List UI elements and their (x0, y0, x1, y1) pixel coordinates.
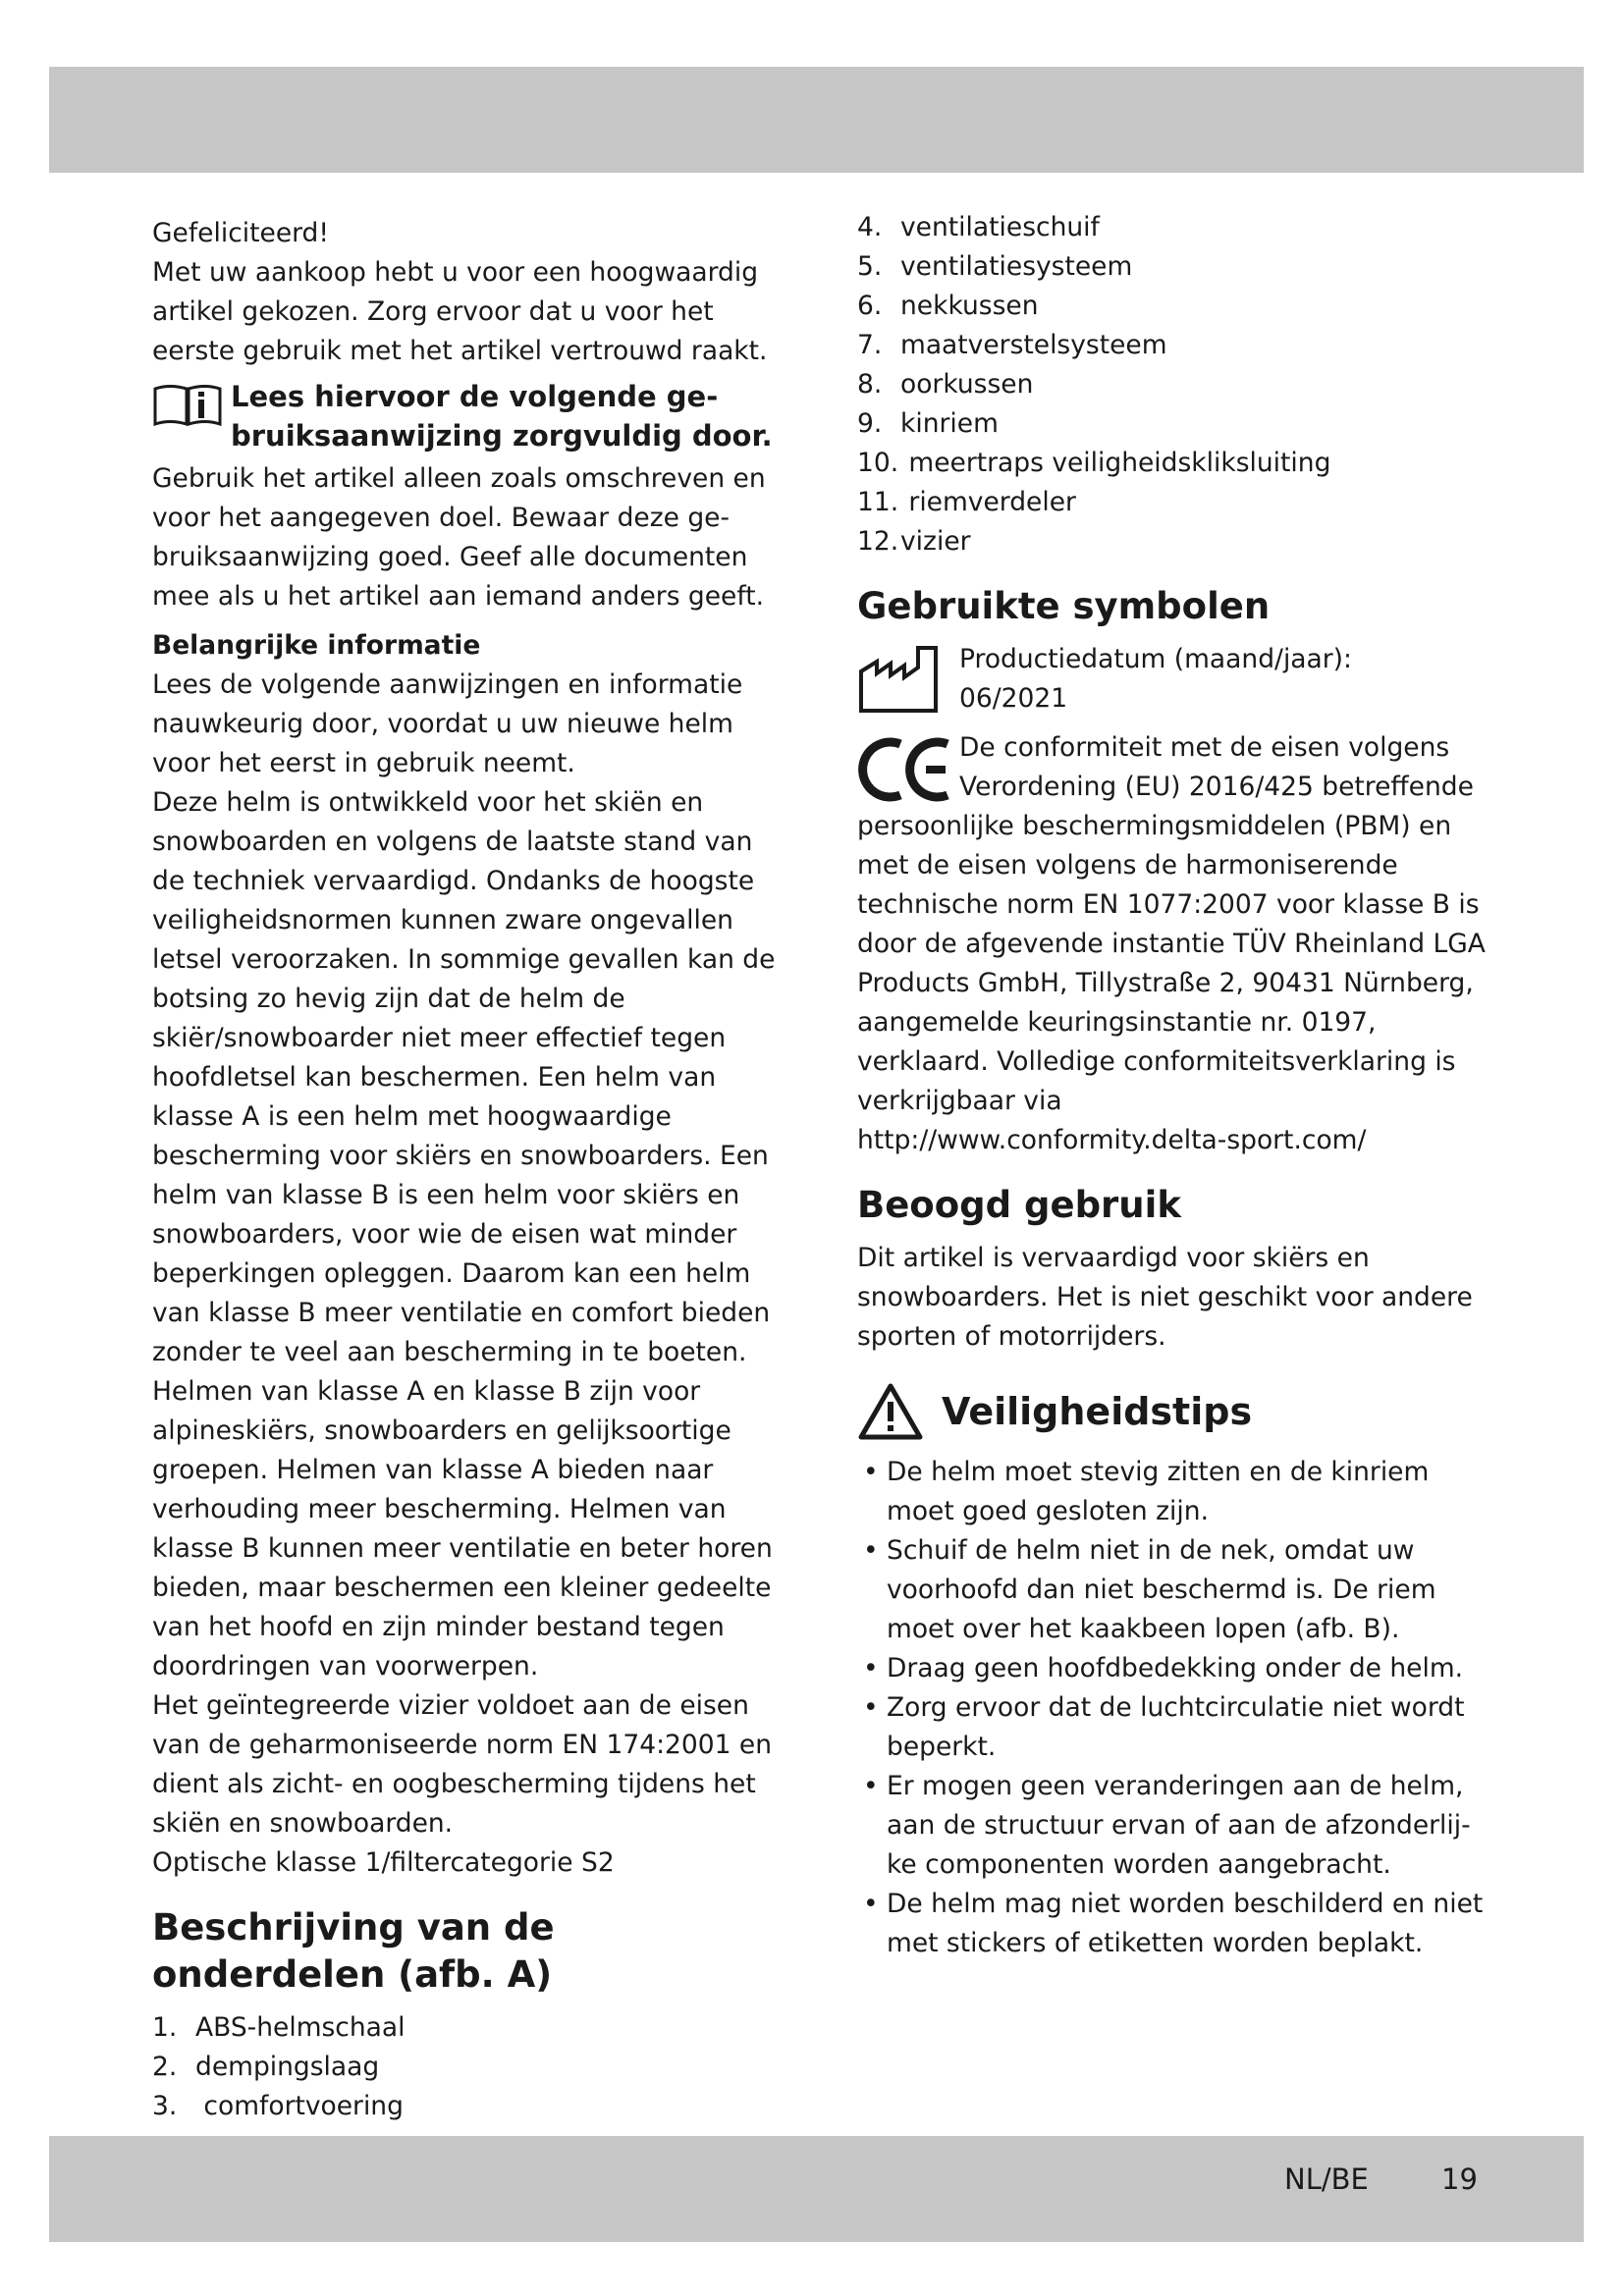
symbols-heading: Gebruikte symbolen (857, 585, 1271, 627)
list-item: 12. vizier (857, 526, 971, 557)
list-item: 8. oorkussen (857, 369, 1034, 400)
parts-list-left (152, 2008, 781, 2126)
list-item: • Schuif de helm niet in de nek, omdat uw voorhoofd dan niet beschermd is. De riem moet over het kaakbeen lopen (afb. B). (857, 1531, 1486, 1649)
list-item: 7. maatverstelsysteem (857, 330, 1167, 360)
safety-list (857, 1453, 1486, 1963)
ce-conformity (857, 728, 1486, 1160)
footer-language: NL/BE (1284, 2163, 1369, 2196)
parts-list-right (857, 208, 1486, 561)
production-date-row (857, 640, 1486, 719)
safety-heading: Veiligheidstips (942, 1390, 1253, 1433)
usage-text: Gebruik het artikel alleen zoals omschreven en voor het aangegeven doel. Bewaar deze gebruiksaanwijzing goed. Geef alle documenten mee als u het artikel aan iemand anders geeft. (152, 463, 766, 612)
left-column (152, 214, 781, 2126)
intended-use-heading: Beoogd gebruik (857, 1184, 1181, 1226)
intro-greeting: Gefeliciteerd! (152, 218, 330, 248)
important-text-4: Optische klasse 1/filtercategorie S2 (152, 1847, 615, 1878)
list-item: 4. ventilatieschuif (857, 212, 1100, 242)
ce-text: De conformiteit met de eisen volgens Verordening (EU) 2016/425 betreffende persoonlijke beschermingsmiddelen (PBM) en met de eisen volgens de harmoniserende technische norm EN 1077:2007 voor klasse B is door de afgevende instantie TÜV Rheinland LGA Products GmbH, Tillystraße 2, 90431 Nürnberg, aangemelde keuringsinstantie nr. 0197, verklaard. Volledige conformiteitsverklaring is verkrijgbaar via (857, 732, 1486, 1116)
safety-heading-row (857, 1382, 1486, 1441)
production-date-value: 06/2021 (959, 683, 1068, 714)
list-item: 10. meertraps veiligheidskliksluiting (857, 448, 1331, 478)
intro-text: Met uw aankoop hebt u voor een hoogwaardig artikel gekozen. Zorg ervoor dat u voor het eerste gebruik met het artikel vertrouwd raakt. (152, 257, 768, 366)
important-text-2: Deze helm is ontwikkeld voor het skiën en snowboarden en volgens de laatste stand van de techniek vervaardigd. Ondanks de hoogste veiligheidsnormen kunnen zware ongevallen letsel veroorzaken. In sommige gevallen kan de botsing zo hevig zijn dat de helm de skiër/snowboarder niet meer effectief tegen hoofdletsel kan beschermen. Een helm van klasse A is een helm met hoogwaardige bescherming voor skiërs en snowboarders. Een helm van klasse B is een helm voor skiërs en snowboarders, voor wie de eisen wat minder beperkingen opleggen. Daarom kan een helm van klasse B meer ventilatie en comfort bieden zonder te veel aan bescherming in te boeten. Helmen van klasse A en klasse B zijn voor alpineskiërs, snowboarders en gelijksoortige groepen. Helmen van klasse A bieden naar verhouding meer bescherming. Helmen van klasse B kunnen meer ventilatie en beter horen bieden, maar beschermen een kleiner gedeelte van het hoofd en zijn minder bestand tegen doordringen van voorwerpen. (152, 787, 776, 1682)
important-heading: Belangrijke informatie (152, 630, 481, 661)
header-band (49, 67, 1584, 173)
intended-use-text: Dit artikel is vervaardigd voor skiërs en snowboarders. Het is niet geschikt voor andere sporten of motorrijders. (857, 1243, 1473, 1352)
list-item: 3. comfortvoering (152, 2091, 404, 2121)
warning-triangle-icon (857, 1382, 924, 1441)
ce-mark-icon (857, 734, 955, 805)
list-item: 9. kinriem (857, 408, 999, 439)
notice-text: Lees hiervoor de volgende gebruiksaanwijzing zorgvuldig door. (231, 380, 773, 453)
important-text-1: Lees de volgende aanwijzingen en informatie nauwkeurig door, voordat u uw nieuwe helm voor het eerst in gebruik neemt. (152, 669, 743, 778)
important-text-3: Het geïntegreerde vizier voldoet aan de eisen van de geharmoniseerde norm EN 174:2001 en dient als zicht- en oogbescherming tijdens het skiën en snowboarden. (152, 1690, 772, 1839)
list-item: • Draag geen hoofdbedekking onder de helm. (857, 1649, 1486, 1688)
list-item: • Zorg ervoor dat de luchtcirculatie niet wordt beperkt. (857, 1688, 1486, 1767)
read-instructions-notice (152, 377, 781, 455)
list-item: 6. nekkussen (857, 291, 1039, 321)
list-item: 2. dempingslaag (152, 2052, 380, 2082)
list-item: • Er mogen geen veranderingen aan de helm, aan de structuur ervan of aan de afzonderlijke componenten worden aangebracht. (857, 1767, 1486, 1885)
manufacture-date-icon (857, 644, 940, 715)
list-item: • De helm mag niet worden beschilderd en niet met stickers of etiketten worden beplakt. (857, 1885, 1486, 1963)
ce-url: http://www.conformity.delta-sport.com/ (857, 1125, 1367, 1155)
parts-heading: Beschrijving van de onderdelen (afb. A) (152, 1906, 555, 1996)
manual-book-icon (152, 383, 223, 428)
production-date-label: Productiedatum (maand/jaar): (959, 644, 1352, 674)
list-item: 11. riemverdeler (857, 487, 1076, 517)
list-item: 1. ABS-helmschaal (152, 2012, 406, 2043)
list-item: • De helm moet stevig zitten en de kinriem moet goed gesloten zijn. (857, 1453, 1486, 1531)
list-item: 5. ventilatiesysteem (857, 251, 1133, 282)
right-column (857, 214, 1486, 1963)
page-number: 19 (1441, 2163, 1478, 2196)
